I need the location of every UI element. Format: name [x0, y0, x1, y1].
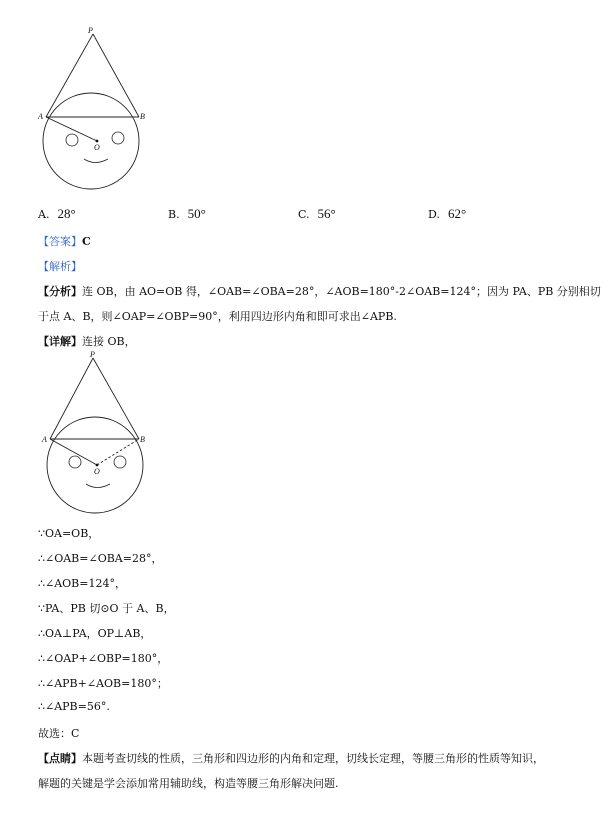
- label-o: O: [94, 467, 100, 476]
- tangent-pa: [50, 358, 93, 439]
- geometry-figure-1: [36, 24, 156, 196]
- dianjing-text-1: 本题考查切线的性质，三角形和四边形的内角和定理，切线长定理，等腰三角形的性质等知识，: [82, 752, 544, 765]
- circle-o: [43, 93, 139, 189]
- step-2: ∴∠OAB=∠OBA=28°，: [38, 552, 163, 565]
- label-b: B: [140, 112, 145, 121]
- radius-oa: [46, 117, 97, 141]
- answer-line: [38, 233, 91, 249]
- left-eye: [69, 456, 81, 468]
- step-7: ∴∠APB+∠AOB=180°；: [38, 677, 168, 690]
- mouth: [86, 484, 110, 488]
- xiangjie-line: [38, 333, 136, 349]
- step-4: ∵PA、PB 切⊙O 于 A、B，: [38, 602, 175, 615]
- option-b[interactable]: [168, 206, 206, 222]
- fenxi-line-2: 于点 A、B，则∠OAP=∠OBP=90°，利用四边形内角和即可求出∠APB.: [38, 310, 397, 323]
- dianjing-line-2: 解题的关键是学会添加常用辅助线，构造等腰三角形解决问题.: [38, 777, 339, 790]
- label-a: A: [38, 112, 43, 121]
- step-8: ∴∠APB=56°.: [38, 700, 110, 713]
- center-point: [96, 140, 99, 143]
- label-p: P: [88, 26, 93, 35]
- radius-oa: [50, 439, 97, 465]
- dianjing-line-1: [38, 750, 544, 766]
- radius-ob-dashed: [97, 439, 139, 465]
- option-letter: B.: [168, 208, 180, 221]
- right-eye: [114, 456, 126, 468]
- step-1: ∵OA=OB，: [38, 527, 100, 540]
- option-value: 28°: [57, 206, 76, 221]
- fenxi-tag: 【分析】: [38, 285, 82, 298]
- option-letter: A.: [38, 208, 50, 221]
- option-c[interactable]: [298, 206, 336, 222]
- label-b: B: [140, 435, 145, 444]
- dianjing-tag: 【点睛】: [38, 752, 82, 765]
- tangent-pb: [93, 34, 139, 117]
- option-letter: C.: [298, 208, 310, 221]
- geometry-figure-2: [36, 348, 156, 520]
- label-p: P: [90, 350, 95, 359]
- option-d[interactable]: [428, 206, 466, 222]
- option-letter: D.: [428, 208, 440, 221]
- step-3: ∴∠AOB=124°，: [38, 577, 126, 590]
- option-value: 56°: [317, 206, 336, 221]
- tangent-pb: [93, 358, 139, 439]
- fenxi-line-1: [38, 283, 601, 299]
- mouth: [84, 159, 108, 163]
- label-o: O: [94, 143, 100, 152]
- tangent-pa: [46, 34, 93, 117]
- circle-o: [47, 417, 143, 513]
- option-value: 62°: [447, 206, 467, 221]
- option-value: 50°: [187, 206, 206, 221]
- option-a[interactable]: [38, 206, 76, 222]
- analysis-tag: 【解析】: [38, 260, 82, 273]
- center-point: [96, 464, 99, 467]
- choose-line: 故选：C: [38, 727, 80, 740]
- step-5: ∴OA⊥PA，OP⊥AB，: [38, 627, 152, 640]
- fenxi-text-1: 连 OB，由 AO=OB 得，∠OAB=∠OBA=28°，∠AOB=180°-2∠OAB=124°；因为 PA、PB 分别相切: [82, 285, 601, 298]
- label-a: A: [42, 435, 47, 444]
- left-eye: [66, 134, 78, 146]
- answer-value: C: [82, 235, 91, 248]
- xiangjie-text: 连接 OB，: [82, 335, 136, 348]
- answer-tag: 【答案】: [38, 235, 82, 248]
- step-6: ∴∠OAP+∠OBP=180°，: [38, 652, 169, 665]
- xiangjie-tag: 【详解】: [38, 335, 82, 348]
- right-eye: [112, 132, 124, 144]
